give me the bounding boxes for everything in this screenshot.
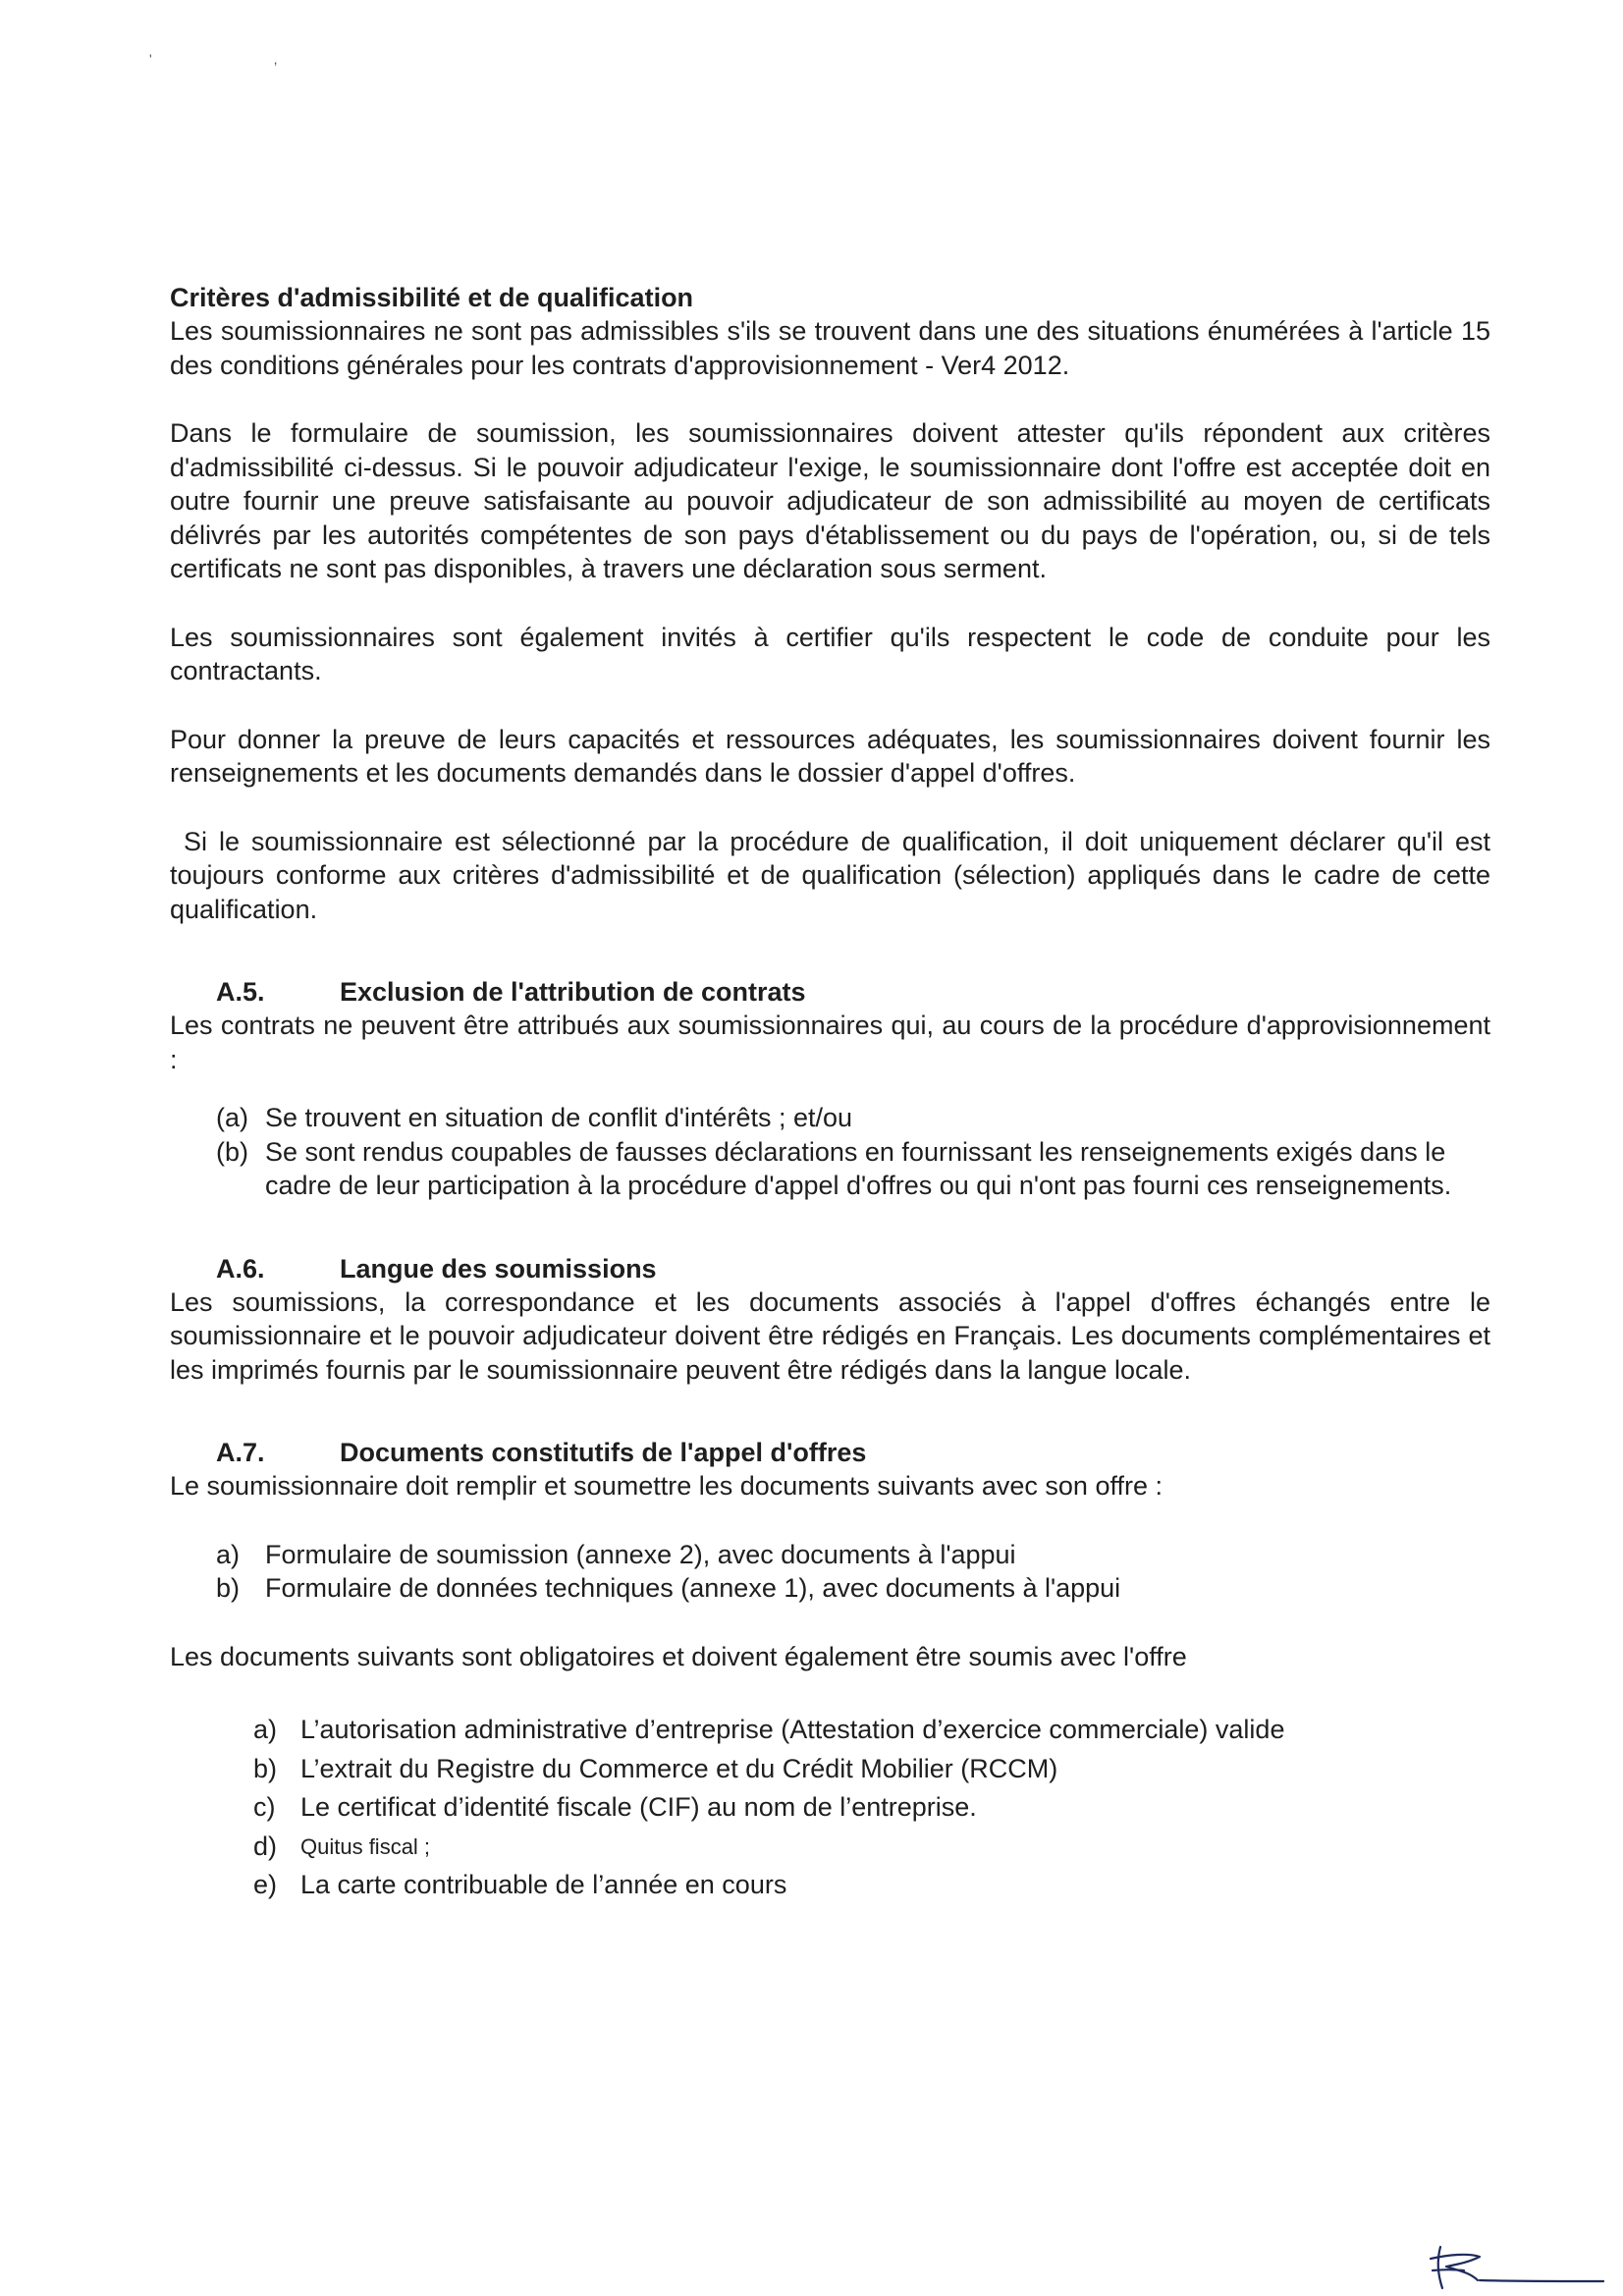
section-title: Exclusion de l'attribution de contrats bbox=[340, 977, 806, 1007]
paragraph: Les soumissionnaires ne sont pas admissibles s'ils se trouvent dans une des situations énumérées à l'article 15 des conditions générales pour les contrats d'approvisionnement - Ver4 2012. bbox=[170, 316, 1490, 380]
list-item bbox=[216, 1135, 1490, 1203]
list-item bbox=[216, 1538, 1490, 1572]
list-marker: (a) bbox=[216, 1103, 248, 1132]
exclusion-list bbox=[170, 1101, 1490, 1203]
list-text: L’autorisation administrative d’entreprise (Attestation d’exercice commerciale) valide bbox=[300, 1715, 1285, 1744]
section-a6-heading bbox=[170, 1252, 1490, 1285]
list-item bbox=[253, 1866, 1490, 1905]
list-item bbox=[216, 1101, 1490, 1135]
eligibility-heading: Critères d'admissibilité et de qualification bbox=[170, 283, 694, 312]
paragraph: Les contrats ne peuvent être attribués aux soumissionnaires qui, au cours de la procédure d'approvisionnement : bbox=[170, 1011, 1490, 1074]
document-body bbox=[170, 281, 1490, 1905]
handwritten-signature bbox=[1429, 2237, 1605, 2296]
section-title: Documents constitutifs de l'appel d'offres bbox=[340, 1438, 867, 1467]
list-text: Se trouvent en situation de conflit d'intérêts ; et/ou bbox=[265, 1103, 853, 1132]
list-item bbox=[253, 1788, 1490, 1828]
paragraph: Le soumissionnaire doit remplir et soumettre les documents suivants avec son offre : bbox=[170, 1471, 1163, 1501]
paragraph: Si le soumissionnaire est sélectionné par la procédure de qualification, il doit uniquement déclarer qu'il est toujours conforme aux critères d'admissibilité et de qualification (sélection) appliqués dans le cadre de cette qualification. bbox=[170, 826, 1490, 924]
section-number: A.6. bbox=[216, 1253, 265, 1284]
list-marker: d) bbox=[253, 1831, 278, 1861]
list-text: Se sont rendus coupables de fausses déclarations en fournissant les renseignements exigés dans le cadre de leur participation à la procédure d'appel d'offres ou qui n'ont pas fourni ces renseignements. bbox=[265, 1136, 1452, 1200]
paragraph: Pour donner la preuve de leurs capacités et ressources adéquates, les soumissionnaires doivent fournir les renseignements et les documents demandés dans le dossier d'appel d'offres. bbox=[170, 724, 1490, 788]
list-text: Le certificat d’identité fiscale (CIF) au nom de l’entreprise. bbox=[300, 1792, 977, 1822]
list-marker: a) bbox=[216, 1539, 241, 1569]
section-a7-heading bbox=[170, 1436, 1490, 1469]
paragraph: Dans le formulaire de soumission, les soumissionnaires doivent attester qu'ils répondent aux critères d'admissibilité ci-dessus. Si le pouvoir adjudicateur l'exige, le soumissionnaire dont l'offre est acceptée doit en outre fournir une preuve satisfaisante au pouvoir adjudicateur de son admissibilité au moyen de certificats délivrés par les autorités compétentes de son pays d'établissement ou du pays de l'opération, ou, si de tels certificats ne sont pas disponibles, à travers une déclaration sous serment. bbox=[170, 418, 1490, 583]
list-marker: c) bbox=[253, 1792, 276, 1822]
section-number: A.7. bbox=[216, 1438, 265, 1467]
paragraph: Les soumissions, la correspondance et les documents associés à l'appel d'offres échangés entre le soumissionnaire et le pouvoir adjudicateur doivent être rédigés en Français. Les documents complémentaires et les imprimés fournis par le soumissionnaire peuvent être rédigés dans la langue locale. bbox=[170, 1286, 1490, 1385]
scan-marks: ' , bbox=[149, 51, 337, 67]
list-text: La carte contribuable de l’année en cours bbox=[300, 1870, 787, 1899]
list-item bbox=[216, 1571, 1490, 1606]
list-marker: e) bbox=[253, 1870, 278, 1899]
paragraph: Les soumissionnaires sont également invités à certifier qu'ils respectent le code de conduite pour les contractants. bbox=[170, 622, 1490, 685]
required-forms-list bbox=[170, 1538, 1490, 1606]
list-item bbox=[253, 1828, 1490, 1867]
list-marker: a) bbox=[253, 1715, 278, 1744]
section-number: A.5. bbox=[216, 977, 265, 1007]
list-item bbox=[253, 1750, 1490, 1789]
list-marker: (b) bbox=[216, 1136, 248, 1167]
list-text: Quitus fiscal ; bbox=[300, 1833, 431, 1859]
list-marker: b) bbox=[216, 1573, 241, 1603]
list-text: L’extrait du Registre du Commerce et du Crédit Mobilier (RCCM) bbox=[300, 1753, 1058, 1783]
list-text: Formulaire de données techniques (annexe 1), avec documents à l'appui bbox=[265, 1573, 1121, 1603]
section-title: Langue des soumissions bbox=[340, 1253, 657, 1284]
section-a5-heading bbox=[170, 975, 1490, 1009]
paragraph: Les documents suivants sont obligatoires et doivent également être soumis avec l'offre bbox=[170, 1641, 1187, 1671]
list-marker: b) bbox=[253, 1753, 278, 1783]
list-text: Formulaire de soumission (annexe 2), avec documents à l'appui bbox=[265, 1539, 1016, 1569]
mandatory-documents-list bbox=[170, 1711, 1490, 1905]
list-item bbox=[253, 1711, 1490, 1750]
